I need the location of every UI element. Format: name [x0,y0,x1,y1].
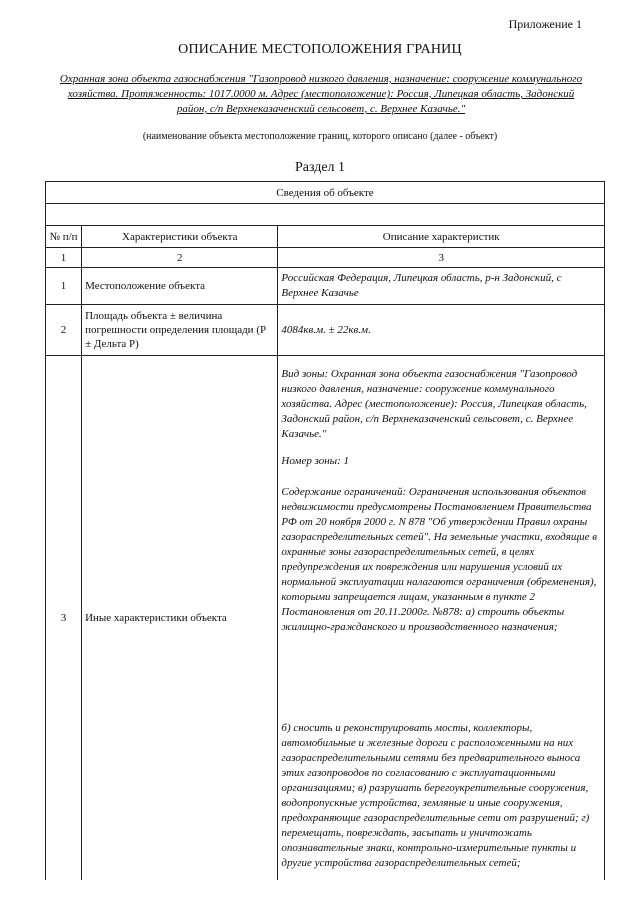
table-blank-row [46,204,605,226]
row-number: 3 [46,356,82,881]
object-info-table [45,181,605,880]
column-number-2: 2 [82,248,278,268]
table-title: Сведения об объекте [46,182,605,204]
zone-type-text: Вид зоны: Охранная зона объекта газоснабжения "Газопровод низкого давления, назначение: сооружение коммунального хозяйства. Адрес (местоположение): Россия, Липецкая область, Задонский район, с/п Верхнеказаченский сельсовет, с. Верхнее Казачье." [281,368,587,440]
object-caption: (наименование объекта местоположение границ, которого описано (далее - объект) [142,131,498,142]
row-description: Российская Федерация, Липецкая область, р-н Задонский, с Верхнее Казачье [278,268,605,305]
restrictions-continued-text: б) сносить и реконструировать мосты, коллекторы, автомобильные и железные дороги с расположенными на них газораспределительными сетями без предварительного выноса этих газопроводов по согласованию с эксплуатационными организациями; в) разрушать берегоукрепительные сооружения, водопропускные устройства, земляные и иные сооружения, предохраняющие газораспределительные сети от разрушений; г) перемещать, повреждать, засыпать и уничтожать опознавательные знаки, контрольно-измерительные пункты и другие устройства газораспределительных сетей; [281,722,590,869]
table-header-row [46,226,605,248]
appendix-label: Приложение 1 [508,17,582,31]
document-title: ОПИСАНИЕ МЕСТОПОЛОЖЕНИЯ ГРАНИЦ [178,42,462,57]
row-number: 1 [46,268,82,305]
table-title-row [46,182,605,204]
blank-cell [46,204,605,226]
object-description: Охранная зона объекта газоснабжения "Газопровод низкого давления, назначение: сооружение коммунального хозяйства. Протяженность: 1017.0000 м. Адрес (местоположение): Россия, Липецкая область, Задонский район, с/п Верхнеказаченский сельсовет, с. Верхнее Казачье." [59,73,583,115]
row-characteristic: Иные характеристики объекта [82,356,278,881]
row-characteristic: Площадь объекта ± величина погрешности определения площади (Р ± Дельта Р) [82,305,278,356]
column-header-characteristic: Характеристики объекта [82,226,278,248]
row-characteristic: Местоположение объекта [82,268,278,305]
column-header-description: Описание характеристик [278,226,605,248]
restrictions-text: Содержание ограничений: Ограничения использования объектов недвижимости предусмотрены Постановлением Правительства РФ от 20 ноября 2000 г. N 878 "Об утверждении Правил охраны газораспределительных сетей". На земельные участки, входящие в охранные зоны газораспределительных сетей, в целях предупреждения их повреждения или нарушения условий их нормальной эксплуатации налагаются ограничения (обременения), которыми запрещается лицам, указанным в пункте 2 Постановления от 20.11.2000г. №878: а) строить объекты жилищно-гражданского и производственного назначения; [281,486,598,633]
section-heading: Раздел 1 [294,160,346,175]
table-row [46,356,605,881]
table-row [46,268,605,305]
column-header-number: № п/п [46,226,82,248]
row-description [278,356,605,881]
column-numbers-row [46,248,605,268]
column-number-1: 1 [46,248,82,268]
row-number: 2 [46,305,82,356]
zone-number-text: Номер зоны: 1 [281,455,350,467]
table-row [46,305,605,356]
row-description: 4084кв.м. ± 22кв.м. [278,305,605,356]
column-number-3: 3 [278,248,605,268]
